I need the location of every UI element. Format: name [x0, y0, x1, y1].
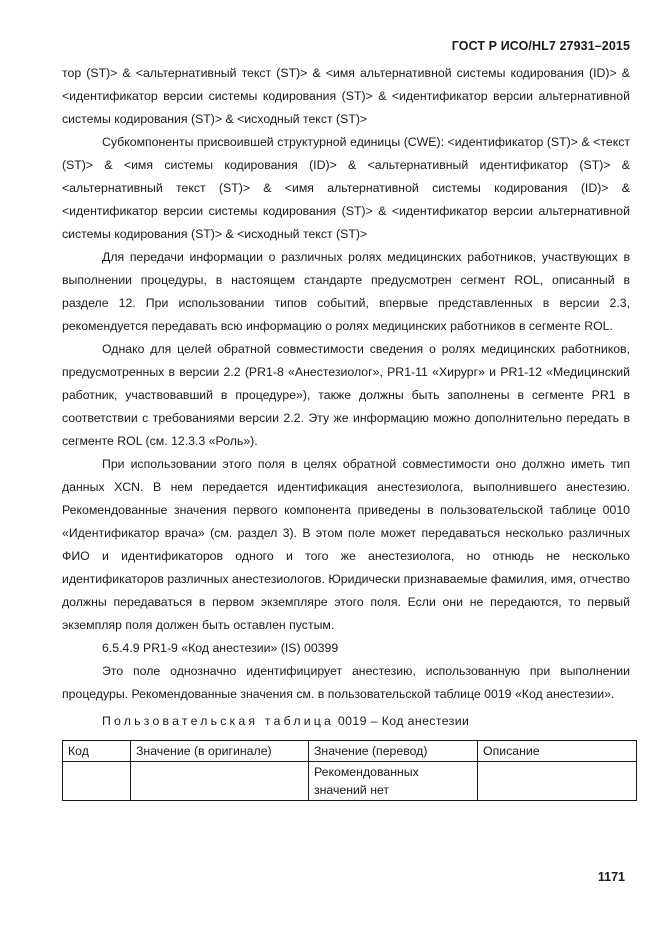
- header-cell-code: Код: [63, 741, 131, 762]
- page-number: 1171: [597, 870, 625, 884]
- paragraph: Это поле однозначно идентифицирует анестезию, использованную при выполнении процедуры. Рекомендованные значения см. в пользовательской таблице 0019 «Код анестезии».: [62, 664, 630, 701]
- table-caption-label: Пользовательская таблица: [102, 714, 335, 728]
- table-header-row: [63, 741, 637, 762]
- paragraph: Субкомпоненты присвоившей структурной единицы (CWE): <идентификатор (ST)> & <текст (ST)> & <имя системы кодирования (ID)> & <альтернативный идентификатор (ST)> & <альтернативный текст (ST)> & <имя альтернативной системы кодирования (ID)> & <идентификатор версии системы кодирования (ST)> & <идентификатор версии альтернативной системы кодирования (ST)> & <исходный текст (ST)>: [62, 135, 630, 241]
- header-cell-description: Описание: [478, 741, 637, 762]
- table-cell: Рекомендованных значений нет: [309, 762, 478, 801]
- user-table-0019: [62, 740, 637, 801]
- section-heading: 6.5.4.9 PR1-9 «Код анестезии» (IS) 00399: [102, 641, 339, 655]
- table-cell: [63, 762, 131, 801]
- document-body: [62, 62, 630, 801]
- header-cell-translated-value: Значение (перевод): [309, 741, 478, 762]
- header-cell-original-value: Значение (в оригинале): [131, 741, 309, 762]
- paragraph: При использовании этого поля в целях обратной совместимости оно должно иметь тип данных XCN. В нем передается идентификация анестезиолога, выполнившего анестезию. Рекомендованные значения первого компонента приведены в пользовательской таблице 0010 «Идентификатор врача» (см. раздел 3). В этом поле может передаваться несколько различных ФИО и идентификаторов одного и того же анестезиолога, но отнюдь не несколько идентификаторов различных анестезиологов. Юридически признаваемые фамилия, имя, отчество должны передаваться в первом экземпляре этого поля. Если они не передаются, то первый экземпляр поля должен быть оставлен пустым.: [62, 457, 630, 632]
- table-row: [63, 762, 637, 801]
- document-header: ГОСТ Р ИСО/HL7 27931–2015: [451, 39, 630, 53]
- paragraph: Для передачи информации о различных ролях медицинских работников, участвующих в выполнении процедуры, в настоящем стандарте предусмотрен сегмент ROL, описанный в разделе 12. При использовании типов событий, впервые представленных в версии 2.3, рекомендуется передавать всю информацию о ролях медицинских работников в сегменте ROL.: [62, 250, 630, 333]
- table-cell: [131, 762, 309, 801]
- table-caption-title: 0019 – Код анестезии: [337, 714, 470, 728]
- table-caption: [102, 710, 630, 733]
- table-cell: [478, 762, 637, 801]
- paragraph: Однако для целей обратной совместимости сведения о ролях медицинских работников, предусмотренных в версии 2.2 (PR1-8 «Анестезиолог», PR1-11 «Хирург» и PR1-12 «Медицинский работник, участвовавший в процедуре»), также должны быть заполнены в сегменте PR1 в соответствии с требованиями версии 2.2. Эту же информацию можно дополнительно передать в сегменте ROL (см. 12.3.3 «Роль»).: [62, 342, 630, 448]
- paragraph: тор (ST)> & <альтернативный текст (ST)> & <имя альтернативной системы кодирования (ID)> & <идентификатор версии системы кодирования (ST)> & <идентификатор версии альтернативной системы кодирования (ST)> & <исходный текст (ST)>: [62, 66, 630, 126]
